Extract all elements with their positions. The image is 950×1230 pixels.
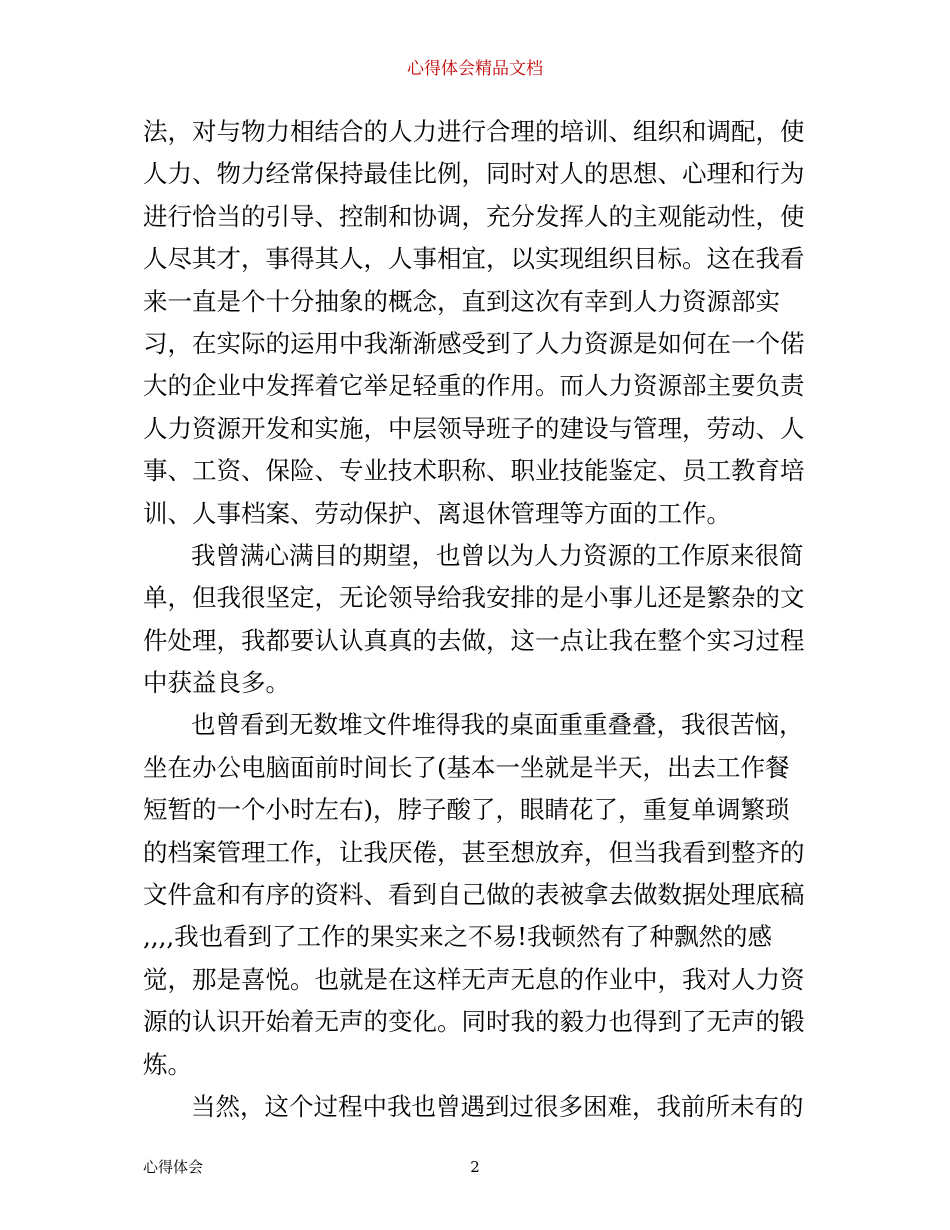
text-line: 大的企业中发挥着它举足轻重的作用。而人力资源部主要负责 <box>143 371 805 401</box>
text-line: 进行恰当的引导、控制和协调，充分发挥人的主观能动性，使 <box>143 201 805 231</box>
text-line: 事、工资、保险、专业技术职称、职业技能鉴定、员工教育培 <box>143 456 805 486</box>
text-line: 短暂的一个小时左右)，脖子酸了，眼睛花了，重复单调繁琐 <box>143 795 790 825</box>
text-line: 文件盒和有序的资料、看到自己做的表被拿去做数据处理底稿 <box>143 880 805 910</box>
text-line: 觉，那是喜悦。也就是在这样无声无息的作业中，我对人力资 <box>143 964 805 994</box>
paragraph-start-line: 我曾满心满目的期望，也曾以为人力资源的工作原来很简 <box>191 540 804 570</box>
text-line: 的档案管理工作，让我厌倦，甚至想放弃，但当我看到整齐的 <box>143 837 805 867</box>
text-line: 件处理，我都要认认真真的去做，这一点让我在整个实习过程 <box>143 625 805 655</box>
text-line: 习，在实际的运用中我渐渐感受到了人力资源是如何在一个偌 <box>143 328 805 358</box>
text-line: 训、人事档案、劳动保护、离退休管理等方面的工作。 <box>143 498 731 528</box>
footer-label: 心得体会 <box>143 1158 204 1176</box>
header-title: 心得体会精品文档 <box>407 59 543 79</box>
text-line: 来一直是个十分抽象的概念，直到这次有幸到人力资源部实 <box>143 286 780 316</box>
text-line: 坐在办公电脑面前时间长了(基本一坐就是半天，出去工作餐 <box>143 752 790 782</box>
body-text <box>143 111 813 1128</box>
text-line: 人尽其才，事得其人，人事相宜，以实现组织目标。这在我看 <box>143 244 805 274</box>
page-number: 2 <box>470 1158 480 1176</box>
text-line: 法，对与物力相结合的人力进行合理的培训、组织和调配，使 <box>143 117 805 146</box>
paragraph-start-line: 也曾看到无数堆文件堆得我的桌面重重叠叠，我很苦恼， <box>191 710 804 740</box>
text-line: 人力资源开发和实施，中层领导班子的建设与管理，劳动、人 <box>143 413 805 443</box>
text-line: 源的认识开始着无声的变化。同时我的毅力也得到了无声的锻 <box>143 1007 805 1037</box>
text-line: 中获益良多。 <box>143 668 290 698</box>
paragraph-start-line: 当然，这个过程中我也曾遇到过很多困难，我前所未有的 <box>191 1091 804 1121</box>
text-line: ,,,,我也看到了工作的果实来之不易!我顿然有了种飘然的感 <box>143 922 772 952</box>
text-line: 单，但我很坚定，无论领导给我安排的是小事儿还是繁杂的文 <box>143 583 805 613</box>
text-line: 人力、物力经常保持最佳比例，同时对人的思想、心理和行为 <box>143 159 805 189</box>
text-line: 炼。 <box>143 1049 192 1079</box>
